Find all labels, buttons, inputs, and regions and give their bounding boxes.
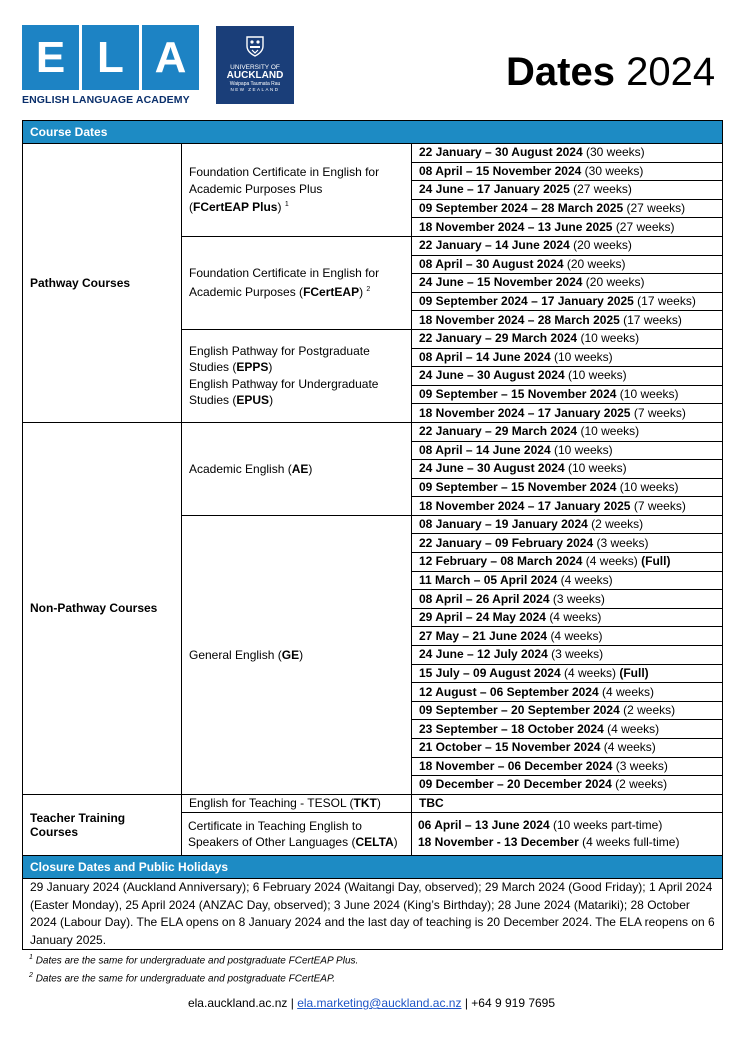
ela-letter-l: L (82, 25, 139, 90)
date-cell: 29 April – 24 May 2024 (4 weeks) (412, 608, 723, 627)
table-row (23, 794, 723, 813)
footnote-2: $^2$ Dates are the same for undergraduate and postgraduate FCertEAP. (29, 972, 336, 985)
date-cell: 09 December – 20 December 2024 (2 weeks) (412, 776, 723, 795)
date-cell: 09 September 2024 – 17 January 2025 (17 weeks) (412, 292, 723, 311)
footnotes (29, 950, 358, 987)
date-cell: 08 April – 14 June 2024 (10 weeks) (412, 348, 723, 367)
university-logo (216, 26, 294, 104)
date-cell: 18 November 2024 – 17 January 2025 (7 weeks) (412, 404, 723, 423)
footer-phone: +64 9 919 7695 (471, 996, 556, 1010)
date-cell: 22 January – 09 February 2024 (3 weeks) (412, 534, 723, 553)
page-title (506, 50, 715, 95)
footer-separator: | (464, 996, 468, 1010)
closure-text: 29 January 2024 (Auckland Anniversary); 6 February 2024 (Waitangi Day, observed); 29 March 2024 (Good Friday); 1 April 2024 (Easter Monday), 25 April 2024 (ANZAC Day, observed); 3 June 2024 (King’s Birthday); 28 June 2024 (Matariki); 28 October 2024 (Labour Day). The ELA opens on 8 January 2024 and the last day of teaching is 20 December 2024. The ELA reopens on 6 January 2025. (23, 879, 723, 950)
date-cell: 23 September – 18 October 2024 (4 weeks) (412, 720, 723, 739)
date-cell: 09 September – 15 November 2024 (10 weeks) (412, 478, 723, 497)
date-cell: 18 November 2024 – 13 June 2025 (27 weeks) (412, 218, 723, 237)
footnote-ref: 2 (366, 285, 371, 293)
ela-letter-e: E (22, 25, 79, 90)
date-cell: 27 May – 21 June 2024 (4 weeks) (412, 627, 723, 646)
course-dates-table (22, 120, 723, 950)
date-cell: 08 April – 15 November 2024 (30 weeks) (412, 162, 723, 181)
date-cell: 08 April – 30 August 2024 (20 weeks) (412, 255, 723, 274)
date-cell: 15 July – 09 August 2024 (4 weeks) (Full) (412, 664, 723, 683)
date-cell: 22 January – 30 August 2024 (30 weeks) (412, 144, 723, 163)
date-cell: 08 January – 19 January 2024 (2 weeks) (412, 515, 723, 534)
date-cell: 24 June – 30 August 2024 (10 weeks) (412, 367, 723, 386)
course-academic-english: Academic English (AE) (182, 422, 412, 515)
date-cell: 09 September 2024 – 28 March 2025 (27 weeks) (412, 199, 723, 218)
date-cell: 22 January – 14 June 2024 (20 weeks) (412, 236, 723, 255)
uoa-line1: UNIVERSITY OF (230, 64, 280, 71)
table-row (23, 422, 723, 441)
crest-icon (216, 35, 294, 62)
date-cell: 18 November 2024 – 17 January 2025 (7 weeks) (412, 497, 723, 516)
date-cell: 09 September – 20 September 2024 (2 weeks) (412, 701, 723, 720)
date-cell: 11 March – 05 April 2024 (4 weeks) (412, 571, 723, 590)
date-cell: 24 June – 30 August 2024 (10 weeks) (412, 460, 723, 479)
ela-letter-a: A (142, 25, 199, 90)
title-bold: Dates (506, 50, 615, 94)
footer (0, 996, 743, 1010)
title-year: 2024 (626, 50, 716, 94)
date-cell: 12 August – 06 September 2024 (4 weeks) (412, 683, 723, 702)
course-dates-header-row (23, 121, 723, 144)
category-pathway: Pathway Courses (23, 144, 182, 423)
uoa-line3: Waipapa Taumata Rau (229, 81, 281, 87)
footer-email-link[interactable]: ela.marketing@auckland.ac.nz (297, 996, 462, 1010)
closure-header-row (23, 856, 723, 879)
table-row (23, 144, 723, 163)
course-dates-header: Course Dates (23, 121, 723, 144)
date-cell: 08 April – 26 April 2024 (3 weeks) (412, 590, 723, 609)
date-cell: 24 June – 12 July 2024 (3 weeks) (412, 646, 723, 665)
date-cell: TBC (412, 794, 723, 813)
uoa-line4: NEW ZEALAND (230, 87, 280, 92)
date-cell: 24 June – 15 November 2024 (20 weeks) (412, 274, 723, 293)
date-cell: 21 October – 15 November 2024 (4 weeks) (412, 739, 723, 758)
course-tkt: English for Teaching - TESOL (TKT) (182, 794, 412, 813)
footnote-ref: 1 (284, 201, 289, 209)
date-cell: 18 November 2024 – 28 March 2025 (17 weeks) (412, 311, 723, 330)
course-fcerteap-plus: Foundation Certificate in English for Academic Purposes Plus (FCertEAP Plus) $^1$ (182, 144, 412, 237)
category-non-pathway: Non-Pathway Courses (23, 422, 182, 794)
uoa-line2: AUCKLAND (226, 70, 284, 81)
date-cell: 12 February – 08 March 2024 (4 weeks) (Full) (412, 553, 723, 572)
course-epps-epus: English Pathway for Postgraduate Studies (EPPS) English Pathway for Undergraduate Studies (EPUS) (182, 329, 412, 422)
category-teacher-training: Teacher Training Courses (23, 794, 182, 856)
ela-logo (22, 25, 200, 105)
full-badge: (Full) (619, 665, 649, 680)
date-cell: 22 January – 29 March 2024 (10 weeks) (412, 422, 723, 441)
full-badge: (Full) (641, 554, 671, 569)
ela-subtitle: ENGLISH LANGUAGE ACADEMY (22, 94, 190, 106)
date-cell: 18 November – 06 December 2024 (3 weeks) (412, 757, 723, 776)
footnote-1: $^1$ Dates are the same for undergraduate and postgraduate FCertEAP Plus. (29, 954, 359, 967)
footer-website[interactable]: ela.auckland.ac.nz (187, 996, 288, 1010)
course-general-english: General English (GE) (182, 515, 412, 794)
date-cell: 24 June – 17 January 2025 (27 weeks) (412, 181, 723, 200)
date-cell: 08 April – 14 June 2024 (10 weeks) (412, 441, 723, 460)
footer-separator: | (290, 996, 294, 1010)
course-celta: Certificate in Teaching English to Speakers of Other Languages (CELTA) (182, 813, 412, 856)
closure-row (23, 879, 723, 950)
date-cell: 22 January – 29 March 2024 (10 weeks) (412, 329, 723, 348)
date-cell: 06 April – 13 June 2024 (10 weeks part-time) 18 November - 13 December (4 weeks full-time) (412, 813, 723, 856)
closure-header: Closure Dates and Public Holidays (23, 856, 723, 879)
course-fcerteap: Foundation Certificate in English for Academic Purposes (FCertEAP) $^2$ (182, 236, 412, 329)
date-cell: 09 September – 15 November 2024 (10 weeks) (412, 385, 723, 404)
